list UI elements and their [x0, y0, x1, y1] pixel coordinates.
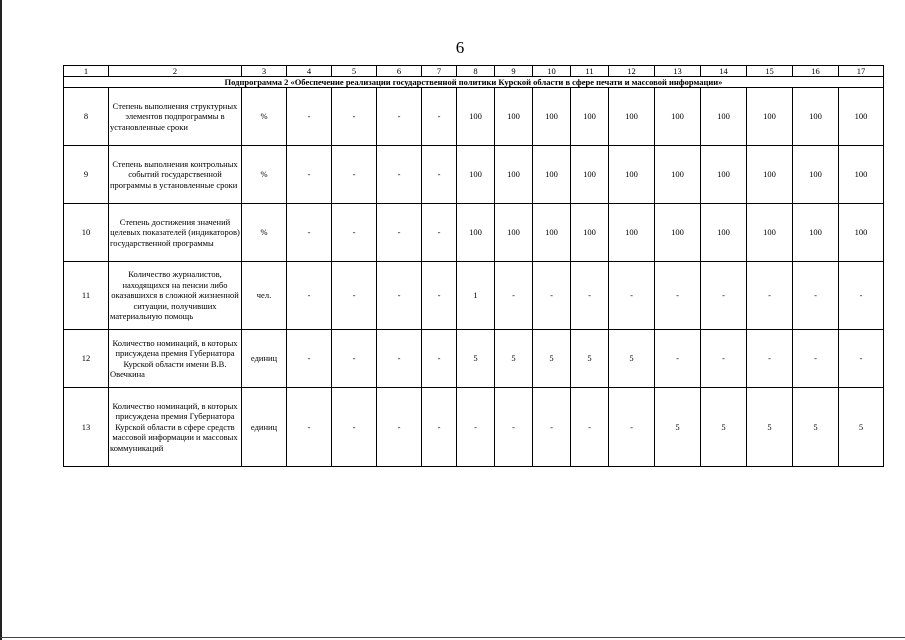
indicator-name: Степень достижения значений целевых показателей (индикаторов) государственной программы: [109, 204, 242, 262]
value-cell: 100: [701, 204, 747, 262]
value-cell: 100: [701, 146, 747, 204]
value-cell: 100: [533, 88, 571, 146]
value-cell: 100: [747, 146, 793, 204]
value-cell: -: [377, 146, 422, 204]
value-cell: 100: [839, 204, 884, 262]
value-cell: -: [422, 204, 457, 262]
value-cell: -: [747, 330, 793, 388]
table-row: [64, 388, 884, 467]
column-number: 17: [839, 66, 884, 77]
row-number: 12: [64, 330, 109, 388]
value-cell: 100: [495, 146, 533, 204]
column-number: 8: [457, 66, 495, 77]
value-cell: 100: [839, 146, 884, 204]
value-cell: -: [609, 262, 655, 330]
column-number: 2: [109, 66, 242, 77]
value-cell: 5: [571, 330, 609, 388]
value-cell: -: [839, 330, 884, 388]
value-cell: -: [287, 262, 332, 330]
column-number: 6: [377, 66, 422, 77]
column-number: 11: [571, 66, 609, 77]
value-cell: -: [332, 146, 377, 204]
value-cell: -: [377, 262, 422, 330]
table-row: [64, 262, 884, 330]
value-cell: 100: [793, 88, 839, 146]
scan-edge-left: [0, 0, 2, 640]
column-number: 1: [64, 66, 109, 77]
value-cell: -: [287, 388, 332, 467]
value-cell: -: [377, 330, 422, 388]
row-number: 11: [64, 262, 109, 330]
column-number: 14: [701, 66, 747, 77]
value-cell: 100: [655, 146, 701, 204]
value-cell: -: [422, 262, 457, 330]
value-cell: -: [422, 88, 457, 146]
value-cell: 100: [457, 146, 495, 204]
value-cell: 100: [655, 88, 701, 146]
value-cell: -: [655, 262, 701, 330]
table-row: [64, 146, 884, 204]
value-cell: -: [839, 262, 884, 330]
value-cell: -: [747, 262, 793, 330]
value-cell: 100: [571, 88, 609, 146]
indicator-name: Количество журналистов, находящихся на пенсии либо оказавшихся в сложной жизненной ситуации, получивших материальную помощь: [109, 262, 242, 330]
value-cell: 5: [839, 388, 884, 467]
unit-cell: %: [242, 88, 287, 146]
value-cell: -: [422, 146, 457, 204]
value-cell: -: [332, 204, 377, 262]
column-number: 12: [609, 66, 655, 77]
value-cell: -: [377, 88, 422, 146]
column-number: 13: [655, 66, 701, 77]
value-cell: 5: [793, 388, 839, 467]
row-number: 10: [64, 204, 109, 262]
value-cell: 100: [533, 204, 571, 262]
value-cell: -: [332, 262, 377, 330]
row-number: 13: [64, 388, 109, 467]
column-number: 5: [332, 66, 377, 77]
column-number: 9: [495, 66, 533, 77]
value-cell: 100: [609, 146, 655, 204]
value-cell: 100: [793, 146, 839, 204]
indicator-name: Степень выполнения контрольных событий государственной программы в установленные сроки: [109, 146, 242, 204]
value-cell: -: [571, 262, 609, 330]
value-cell: -: [332, 88, 377, 146]
indicators-table: [63, 65, 884, 467]
page-number: 6: [455, 38, 465, 57]
value-cell: 100: [457, 88, 495, 146]
indicator-name: Количество номинаций, в которых присуждена премия Губернатора Курской области имени В.В. Овечкина: [109, 330, 242, 388]
column-number: 4: [287, 66, 332, 77]
indicator-name: Количество номинаций, в которых присуждена премия Губернатора Курской области в сфере средств массовой информации и массовых коммуникаций: [109, 388, 242, 467]
table-row: [64, 330, 884, 388]
value-cell: 100: [571, 146, 609, 204]
value-cell: 100: [609, 88, 655, 146]
value-cell: -: [701, 330, 747, 388]
value-cell: -: [495, 262, 533, 330]
table-row: [64, 88, 884, 146]
value-cell: -: [332, 388, 377, 467]
subprogram-title: Подпрограмма 2 «Обеспечение реализации государственной политики Курской области в сфере печати и массовой информации»: [64, 77, 884, 88]
value-cell: 100: [609, 204, 655, 262]
value-cell: -: [287, 146, 332, 204]
subprogram-row: [64, 77, 884, 88]
value-cell: 100: [533, 146, 571, 204]
value-cell: -: [495, 388, 533, 467]
column-number: 3: [242, 66, 287, 77]
value-cell: 100: [571, 204, 609, 262]
value-cell: -: [655, 330, 701, 388]
value-cell: 100: [655, 204, 701, 262]
scan-edge-bottom: [0, 637, 905, 638]
column-number: 10: [533, 66, 571, 77]
value-cell: -: [609, 388, 655, 467]
value-cell: -: [287, 204, 332, 262]
value-cell: -: [793, 262, 839, 330]
value-cell: -: [533, 388, 571, 467]
value-cell: 5: [457, 330, 495, 388]
value-cell: 100: [793, 204, 839, 262]
row-number: 8: [64, 88, 109, 146]
unit-cell: %: [242, 204, 287, 262]
value-cell: 5: [655, 388, 701, 467]
value-cell: 1: [457, 262, 495, 330]
column-number: 16: [793, 66, 839, 77]
unit-cell: чел.: [242, 262, 287, 330]
value-cell: -: [571, 388, 609, 467]
column-number: 7: [422, 66, 457, 77]
unit-cell: единиц: [242, 330, 287, 388]
value-cell: -: [287, 88, 332, 146]
value-cell: 100: [701, 88, 747, 146]
value-cell: -: [793, 330, 839, 388]
table-row: [64, 204, 884, 262]
value-cell: 5: [747, 388, 793, 467]
value-cell: -: [701, 262, 747, 330]
value-cell: 100: [747, 204, 793, 262]
value-cell: 5: [495, 330, 533, 388]
value-cell: 100: [457, 204, 495, 262]
value-cell: 100: [495, 204, 533, 262]
value-cell: 100: [495, 88, 533, 146]
value-cell: -: [377, 204, 422, 262]
value-cell: 5: [533, 330, 571, 388]
value-cell: -: [457, 388, 495, 467]
value-cell: 100: [747, 88, 793, 146]
unit-cell: единиц: [242, 388, 287, 467]
unit-cell: %: [242, 146, 287, 204]
column-number: 15: [747, 66, 793, 77]
value-cell: 100: [839, 88, 884, 146]
value-cell: 5: [609, 330, 655, 388]
value-cell: -: [377, 388, 422, 467]
value-cell: -: [332, 330, 377, 388]
column-number-row: [64, 66, 884, 77]
value-cell: 5: [701, 388, 747, 467]
value-cell: -: [287, 330, 332, 388]
value-cell: -: [533, 262, 571, 330]
value-cell: -: [422, 388, 457, 467]
value-cell: -: [422, 330, 457, 388]
row-number: 9: [64, 146, 109, 204]
indicator-name: Степень выполнения структурных элементов подпрограммы в установленные сроки: [109, 88, 242, 146]
